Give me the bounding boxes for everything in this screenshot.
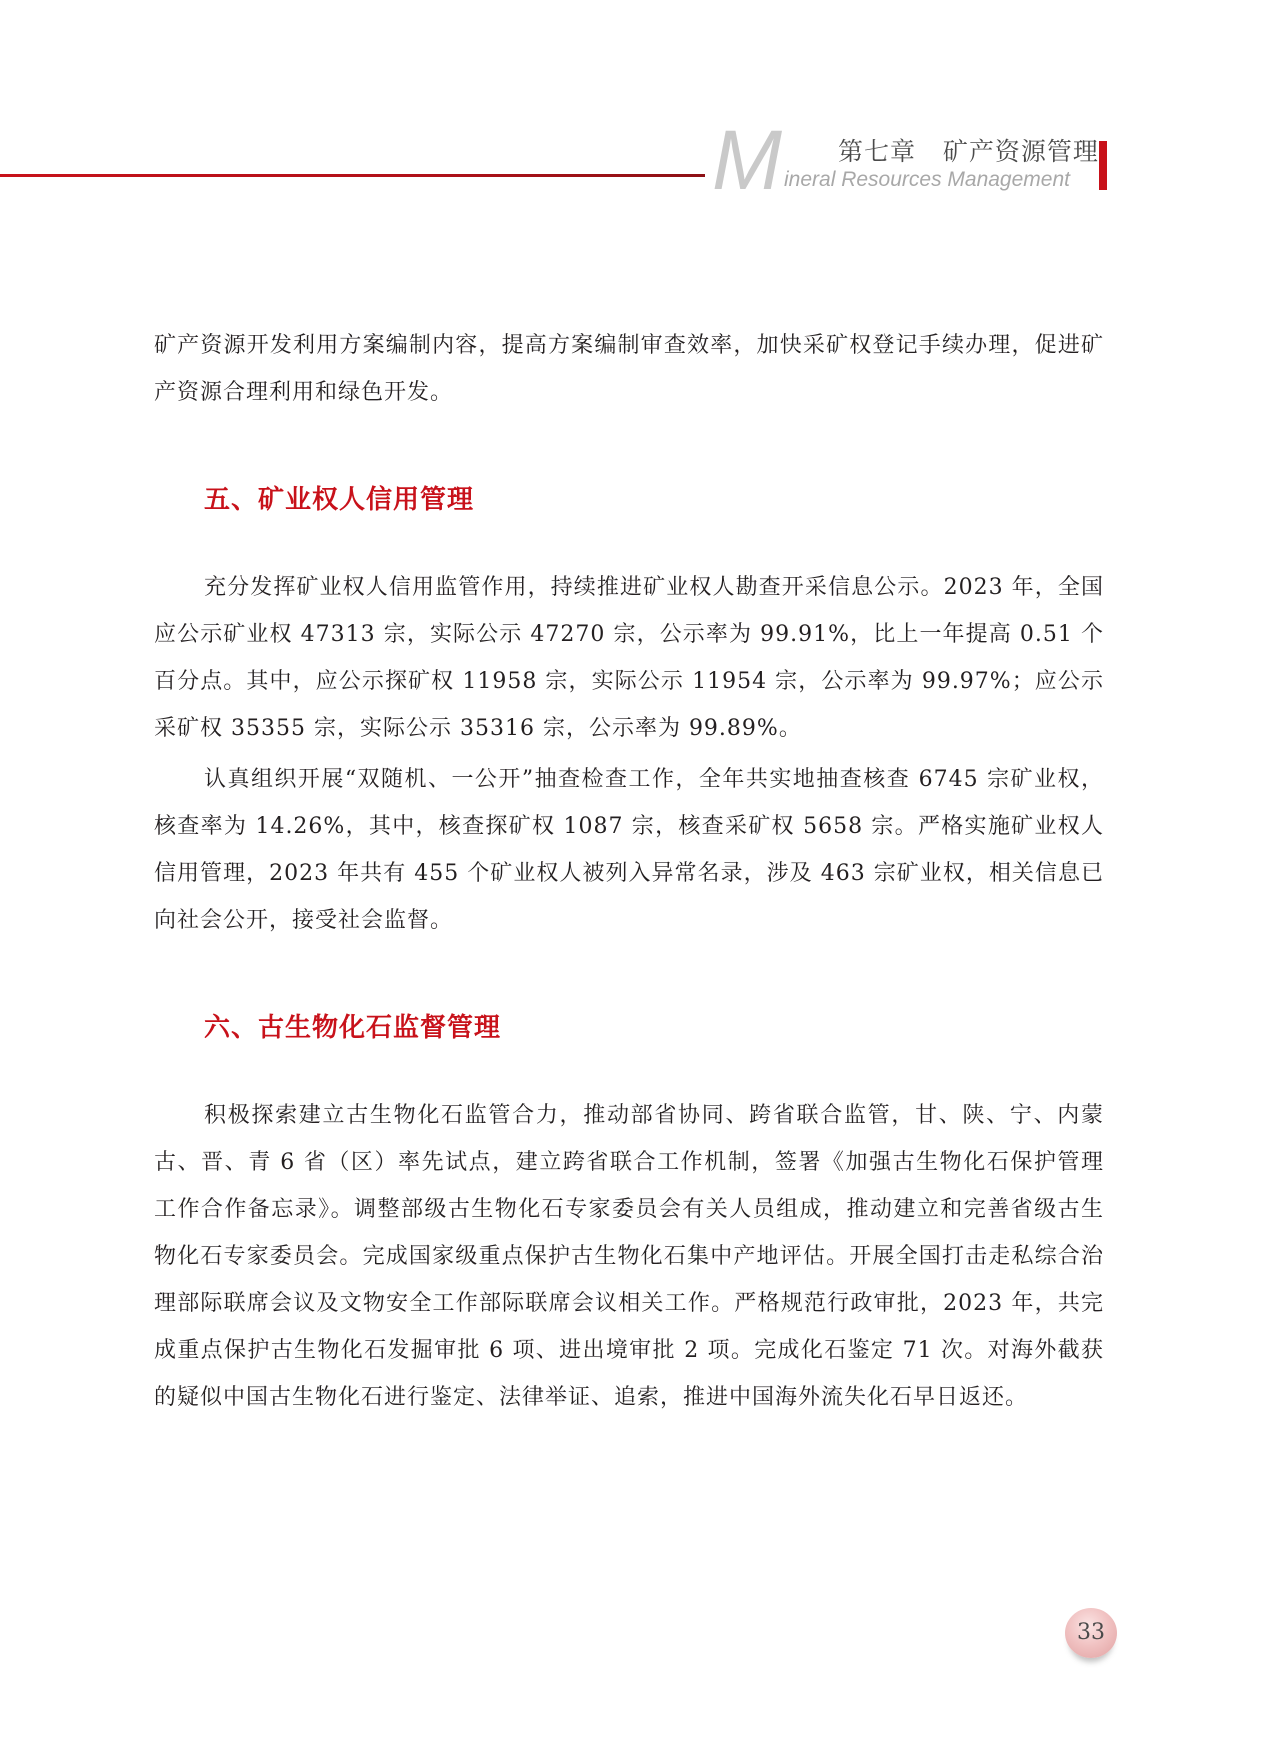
section5-paragraph-1: 充分发挥矿业权人信用监管作用，持续推进矿业权人勘查开采信息公示。2023 年，全国应公示矿业权 47313 宗，实际公示 47270 宗，公示率为 99.91%，比上一年提高 0.51 个百分点。其中，应公示探矿权 11958 宗，实际公示 11954 宗，公示率为 99.97%；应公示采矿权 35355 宗，实际公示 35316 宗，公示率为 99.89%。	[154, 575, 1104, 741]
header-accent-bar	[1099, 141, 1107, 190]
chapter-title: 第七章 矿产资源管理	[838, 137, 1099, 166]
chapter-subtitle: ineral Resources Management	[784, 168, 1070, 191]
section5-paragraph-2: 认真组织开展“双随机、一公开”抽查检查工作，全年共实地抽查核查 6745 宗矿业权，核查率为 14.26%，其中，核查探矿权 1087 宗，核查采矿权 5658 宗。严格实施矿业权人信用管理，2023 年共有 455 个矿业权人被列入异常名录，涉及 463 宗矿业权，相关信息已向社会公开，接受社会监督。	[154, 767, 1104, 933]
section6-paragraph-1: 积极探索建立古生物化石监管合力，推动部省协同、跨省联合监管，甘、陕、宁、内蒙古、晋、青 6 省（区）率先试点，建立跨省联合工作机制，签署《加强古生物化石保护管理工作合作备忘录》。调整部级古生物化石专家委员会有关人员组成，推动建立和完善省级古生物化石专家委员会。完成国家级重点保护古生物化石集中产地评估。开展全国打击走私综合治理部际联席会议及文物安全工作部际联席会议相关工作。严格规范行政审批，2023 年，共完成重点保护古生物化石发掘审批 6 项、进出境审批 2 项。完成化石鉴定 71 次。对海外截获的疑似中国古生物化石进行鉴定、法律举证、追索，推进中国海外流失化石早日返还。	[154, 1103, 1104, 1410]
header-initial-letter: M	[712, 113, 780, 207]
section-heading-fossil-supervision: 六、古生物化石监督管理	[204, 1013, 502, 1043]
section-heading-credit-management: 五、矿业权人信用管理	[204, 485, 475, 515]
page-number-badge	[1065, 1608, 1117, 1658]
page-number: 33	[1077, 1620, 1105, 1645]
intro-paragraph: 矿产资源开发利用方案编制内容，提高方案编制审查效率，加快采矿权登记手续办理，促进矿产资源合理利用和绿色开发。	[154, 333, 1104, 405]
header-rule	[0, 174, 705, 177]
page-body	[154, 322, 1104, 1421]
